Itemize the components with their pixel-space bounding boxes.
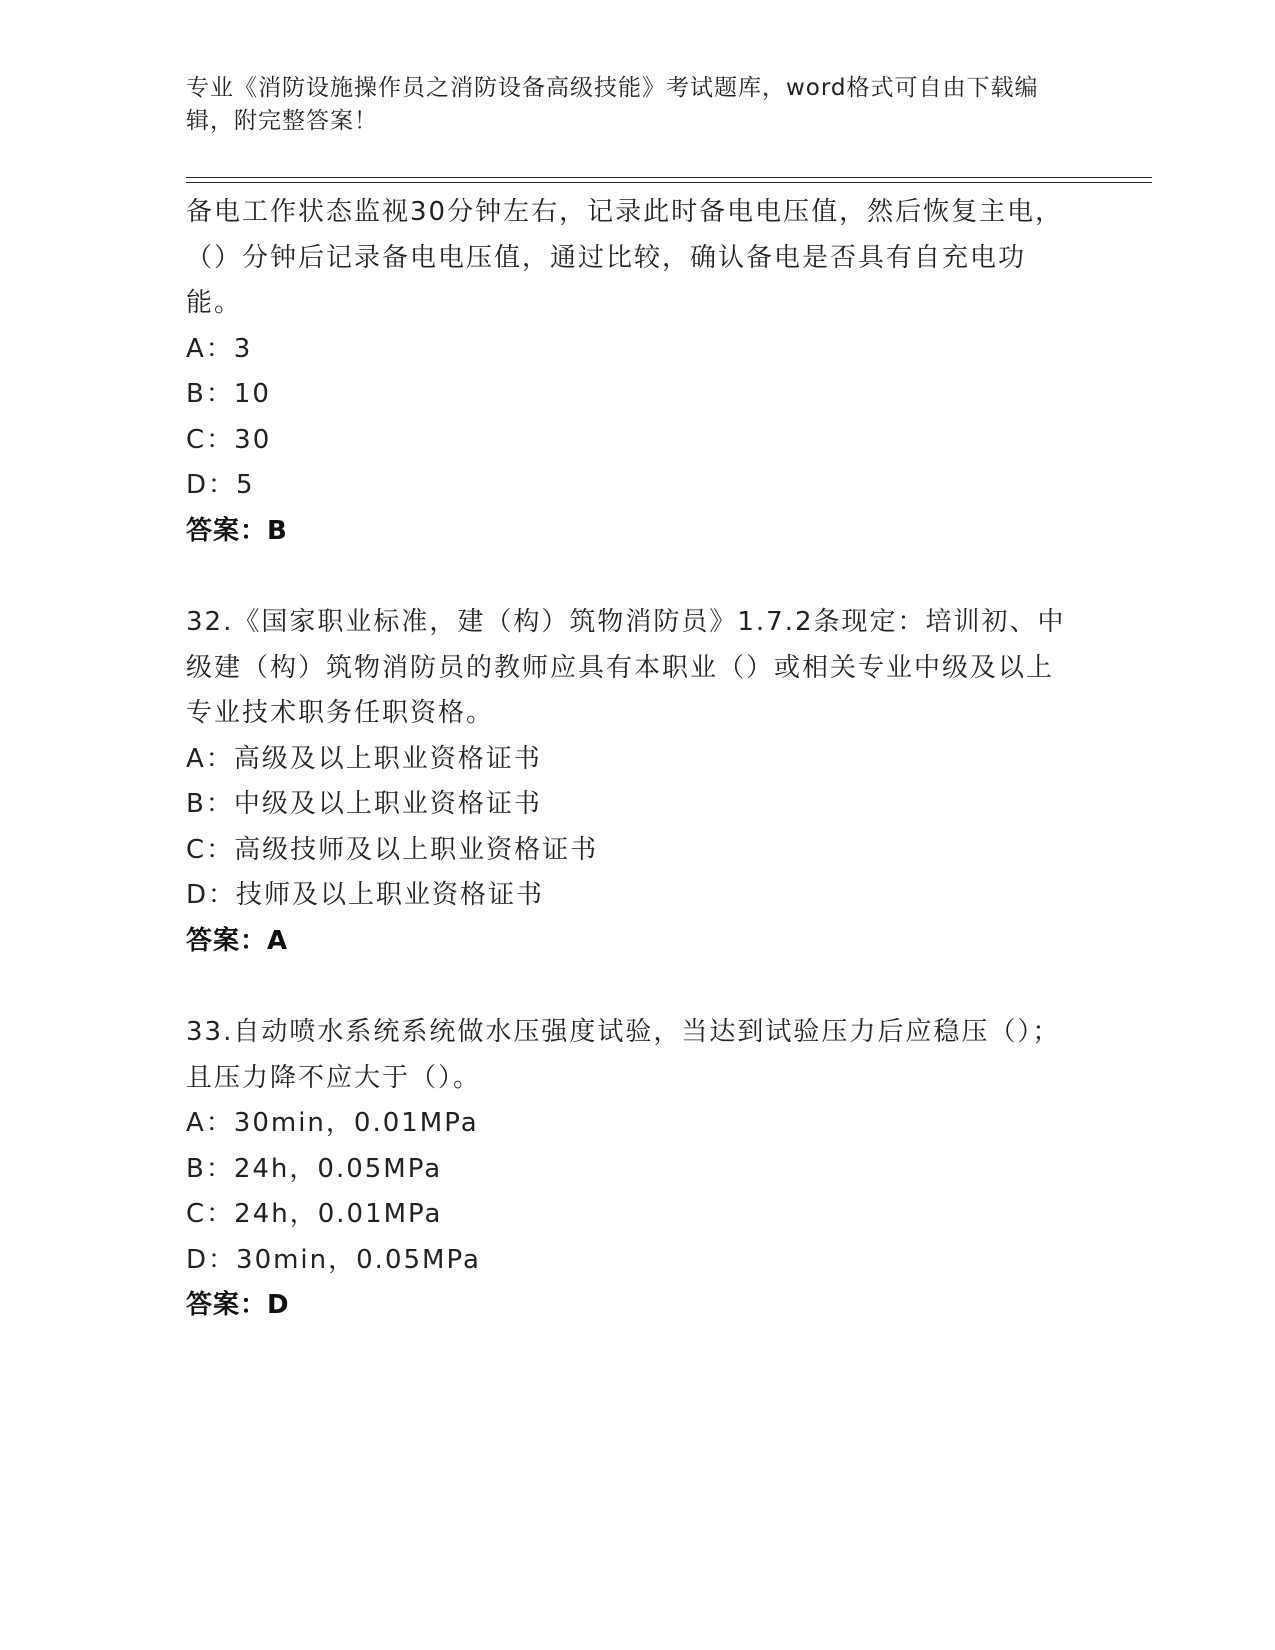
- answer-line: 答案：B: [186, 515, 288, 546]
- header-divider-bottom: [186, 182, 1152, 183]
- option-a: A：30min，0.01MPa: [186, 1108, 479, 1138]
- answer-line: 答案：D: [186, 1290, 290, 1320]
- option-a: A：高级及以上职业资格证书: [186, 743, 542, 774]
- option-c: C：高级技师及以上职业资格证书: [186, 834, 599, 865]
- option-d: D：技师及以上职业资格证书: [186, 880, 545, 910]
- header-divider-top: [186, 177, 1152, 178]
- document-header: 专业《消防设施操作员之消防设备高级技能》考试题库，word格式可自由下载编辑，附完整答案！: [186, 75, 1039, 134]
- question-list: [186, 190, 1066, 1329]
- question-stem: 备电工作状态监视30分钟左右，记录此时备电电压值，然后恢复主电，（）分钟后记录备电电压值，通过比较，确认备电是否具有自充电功能。: [186, 197, 1064, 318]
- question-stem: 33.自动喷水系统系统做水压强度试验，当达到试验压力后应稳压（）；且压力降不应大于（）。: [186, 1017, 1061, 1093]
- answer-line: 答案：A: [186, 925, 289, 956]
- question-block: [186, 1010, 1066, 1329]
- question-stem: 32.《国家职业标准，建（构）筑物消防员》1.7.2条现定：培训初、中级建（构）筑物消防员的教师应具有本职业（）或相关专业中级及以上专业技术职务任职资格。: [186, 607, 1066, 728]
- question-block: [186, 600, 1066, 964]
- option-b: B：中级及以上职业资格证书: [186, 789, 542, 819]
- option-a: A：3: [186, 333, 253, 364]
- option-d: D：30min，0.05MPa: [186, 1244, 481, 1275]
- option-b: B：10: [186, 379, 271, 409]
- option-b: B：24h，0.05MPa: [186, 1153, 443, 1184]
- option-d: D：5: [186, 470, 255, 500]
- option-c: C：30: [186, 424, 272, 455]
- option-c: C：24h，0.01MPa: [186, 1199, 443, 1229]
- question-block: [186, 190, 1066, 554]
